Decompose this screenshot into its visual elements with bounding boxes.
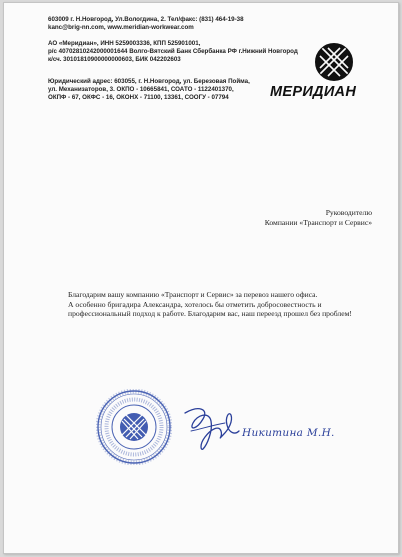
signer-name: Никитина М.Н. (242, 427, 335, 439)
company-logo-text: МЕРИДИАН (270, 84, 357, 100)
letter-body (68, 290, 352, 319)
legal-line: ОКПФ - 67, ОКФС - 16, ОКОНХ - 71100, 13361, СООГУ - 07794 (48, 94, 229, 101)
body-line: А особенно бригадира Александра, хотелось бы отметить добросовестность и (68, 299, 322, 309)
bank-line: р/с 40702810242000001644 Волго-Вятский Банк Сбербанка РФ г.Нижний Новгород (48, 48, 298, 55)
bank-details-block (48, 40, 298, 64)
recipient-company: Компании «Транспорт и Сервис» (264, 217, 372, 227)
contact-line: kanc@brig-nn.com, www.meridian-workwear.com (48, 24, 194, 31)
recipient-title: Руководителю (325, 208, 372, 217)
legal-line: ул. Механизаторов, 3. ОКПО - 10665841, СОАТО - 1122401370, (48, 86, 234, 93)
bank-line: к/сч. 30101810900000000603, БИК 042202603 (48, 56, 181, 63)
contact-block (48, 16, 244, 32)
handwritten-signature-icon (179, 401, 241, 453)
contact-line: 603009 г. Н.Новгород, Ул.Вологдина, 2. Тел/факс: (831) 464-19-38 (48, 16, 244, 23)
globe-logo-icon (314, 42, 354, 82)
legal-line: Юридический адрес: 603055, г. Н.Новгород, ул. Березовая Пойма, (48, 78, 250, 85)
recipient-block (265, 208, 372, 227)
body-line: профессиональный подход к работе. Благодарим вас, наш переезд прошел без проблем! (68, 309, 352, 319)
bank-line: АО «Меридиан», ИНН 5259003336, КПП 525901001, (48, 40, 201, 47)
letter-page (3, 2, 399, 554)
body-line: Благодарим вашу компанию «Транспорт и Сервис» за перевоз нашего офиса. (68, 290, 318, 299)
company-seal-icon (96, 389, 172, 465)
legal-address-block (48, 78, 250, 102)
